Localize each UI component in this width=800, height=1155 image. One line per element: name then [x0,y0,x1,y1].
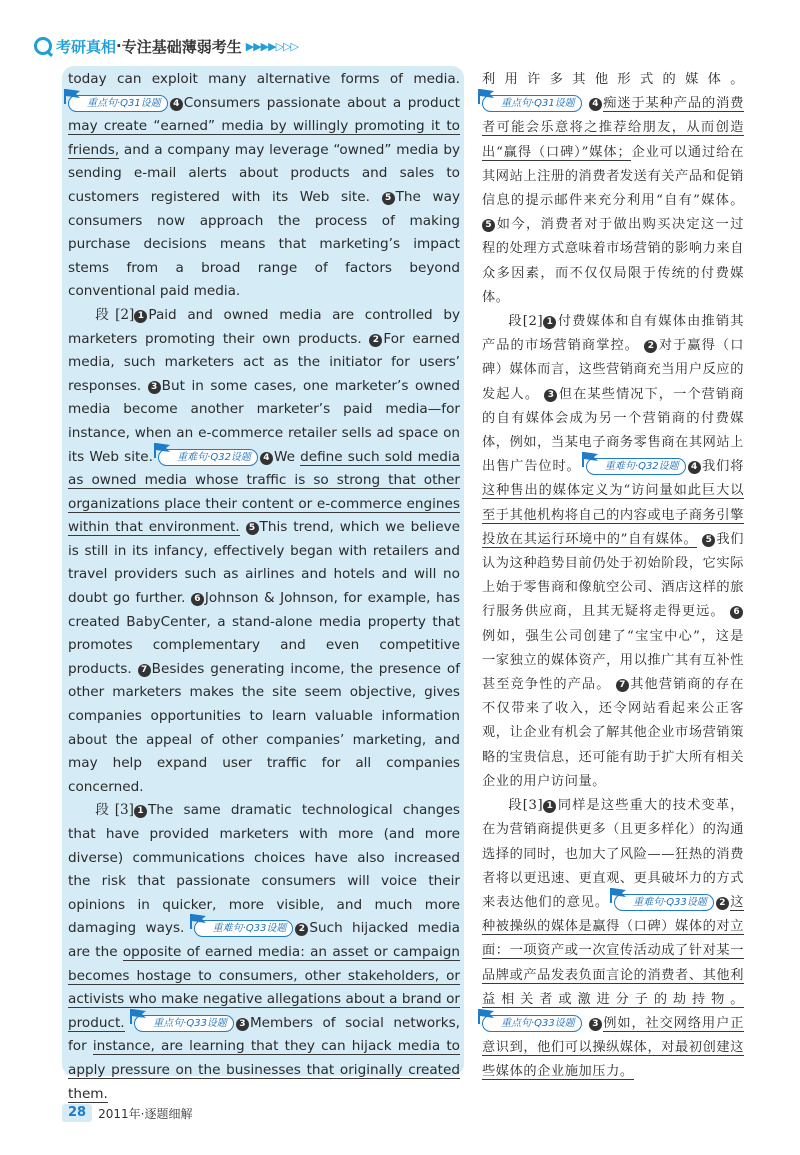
tag-key-q33: 重点句·Q33设题 [134,1015,234,1032]
chinese-translation [482,68,744,1085]
en-p2-s4a: We [273,448,301,465]
en-p2-s6: Johnson & Johnson, for example, has created BabyCenter, a stand-alone media property that promotes complementary and even competitive products. [68,590,460,677]
sentence-number-1: 1 [134,310,147,323]
sentence-number-5: 5 [246,522,259,535]
sentence-number-6: 6 [191,593,204,606]
zh-p2-s4a: 我们将 [701,459,744,475]
page-footer [62,1103,192,1123]
tag-key-q31: 重点句·Q31设题 [68,95,168,112]
flag-icon [581,451,601,467]
en-p2-s2: For earned media, such marketers act as the initiator for users’ responses. [68,330,460,394]
sentence-number-2: 2 [716,897,729,910]
en-p1-s4a: Consumers passionate about a product [183,94,460,111]
chinese-paragraph-1 [482,68,744,310]
en-p2-s3: But in some cases, one marketer’s owned media become another marketer’s paid media—for instance, when an e-commerce retailer sells ad space on its Web site. [68,377,460,465]
tag-difficult-q32: 重难句·Q32设题 [158,449,258,466]
zh-p2-label: 段[2] [508,314,544,330]
en-p1-s4c: and a company may leverage “owned” media by sending e-mail alerts about products and sales to customers registered with its Web site. [68,141,460,205]
sentence-number-3: 3 [589,1018,602,1031]
en-p2-label: 段[2] [95,306,135,323]
chinese-paragraph-2 [482,310,744,794]
sentence-number-1: 1 [134,805,147,818]
zh-p3-s2-underlined: 这种被操纵的媒体是赢得（口碑）媒体的对立面：一项资产或一次宣传活动成了针对某一品牌或产品发表负面言论的消费者、其他利益相关者或激进分子的劫持物。 [482,894,744,1007]
sentence-number-5: 5 [382,192,395,205]
sentence-number-6: 6 [730,606,743,619]
zh-p1-s4a-underlined: 痴迷于某种产品的消费者可能会乐意将之推荐给朋友，从而创造出“赢得（口碑）”媒体； [482,96,745,160]
zh-p1-s4b: 企业可以通过给在其网站上注册的消费者发送有关产品和促销信息的提示邮件来充分利用“自有”媒体。 [482,144,744,209]
chinese-paragraph-3 [482,794,744,1084]
sentence-number-2: 2 [644,340,657,353]
flag-icon [477,88,497,104]
tag-difficult-q33: 重难句·Q33设题 [614,894,714,911]
flag-icon [153,442,173,458]
en-p2-s1: Paid and owned media are controlled by marketers promoting their own products. [68,306,460,347]
zh-p1-s0: 利用许多其他形式的媒体。 [482,72,744,87]
header-separator: · [116,37,122,55]
sentence-number-5: 5 [702,534,715,547]
zh-p3-label: 段[3] [508,798,544,814]
zh-p2-s1: 付费媒体和自有媒体由推销其产品的市场营销商掌控。 [482,314,744,354]
flag-icon [609,887,629,903]
en-p3-label: 段[3] [95,802,134,819]
flag-icon [63,88,83,104]
brand-name: 考研真相 [56,37,117,56]
en-p3-s3a: Members of social networks, for [68,1014,460,1055]
page-number: 28 [62,1104,92,1122]
en-p3-s3b-underlined: instance, are learning that they can hijack media to apply pressure on the businesses that originally created them. [68,1038,460,1102]
zh-p2-s2: 对于赢得（口碑）媒体而言，这些营销商充当用户反应的发起人。 [482,338,744,402]
english-paragraph-1 [68,68,460,304]
zh-p2-s3: 但在某些情况下，一个营销商的自有媒体会成为另一个营销商的付费媒体，例如，当某电子商务零售商在其网站上出售广告位时。 [482,386,744,475]
sentence-number-4: 4 [170,98,183,111]
page-header [34,32,298,60]
zh-p1-s5: 如今，消费者对于做出购买决定这一过程的处理方式意味着市场营销的影响力来自众多因素，而不仅仅局限于传统的付费媒体。 [482,217,744,305]
sentence-number-3: 3 [148,381,161,394]
sentence-number-1: 1 [543,316,556,329]
arrows-decoration-icon: ▶▶▶▶▷▷▷ [245,39,298,53]
zh-p3-s1: 同样是这些重大的技术变革，在为营销商提供更多（且更多样化）的沟通选择的同时，也加大了风险——狂热的消费者将以更迅速、更直观、更具破坏力的方式来表达他们的意见。 [482,798,744,910]
magnifier-logo-icon [34,37,52,55]
zh-p2-s7: 其他营销商的存在不仅带来了收入，还令网站看起来公正客观，让企业有机会了解其他企业市场营销策略的宝贵信息，还可能有助于扩大所有相关企业的用户访问量。 [482,677,744,789]
zh-p2-s4b-underlined: 这种售出的媒体定义为“访问量如此巨大以至于其他机构将自己的内容或电子商务引擎投放在其运行环境中的”自有媒体。 [482,483,744,547]
zh-p2-s5: 我们认为这种趋势目前仍处于初始阶段，它实际上始于零售商和像航空公司、酒店这样的旅行服务供应商，且其无疑将走得更远。 [482,531,744,620]
zh-p3-s3-underlined: 例如，社交网络用户正意识到，他们可以操纵媒体，对最初创建这些媒体的企业施加压力。 [482,1015,745,1080]
zh-p2-s6: 例如，强生公司创建了“宝宝中心”，这是一家独立的媒体资产，用以推广其有互补性甚至竞争性的产品。 [482,628,744,693]
sentence-number-7: 7 [138,664,151,677]
en-p1-s4b-underlined: may create “earned” media by willingly promoting it to friends, [68,118,460,158]
sentence-number-5: 5 [482,219,495,232]
english-paragraph-2 [68,304,460,799]
sentence-number-4: 4 [589,98,602,111]
en-p1-s5: The way consumers now approach the process of making purchase decisions means that marketing’s impact stems from a broad range of factors beyond conventional paid media. [68,188,460,300]
sentence-number-3: 3 [236,1018,249,1031]
english-paragraph-3 [68,799,460,1106]
sentence-number-7: 7 [616,679,629,692]
en-p3-s2a: Such hijacked media are the [68,920,460,960]
tag-key-q31: 重点句·Q31设题 [482,95,582,112]
en-p2-s4b-underlined: define such sold media as owned media whose traffic is so strong that other organizations place their content or e-commerce engines within that environment. [68,448,460,536]
sentence-number-4: 4 [260,452,273,465]
en-p2-s5: This trend, which we believe is still in its infancy, effectively began with retailers and travel providers such as airlines and hotels and will no doubt go further. [68,519,460,607]
footer-title: 2011年·逐题细解 [98,1106,193,1121]
sentence-number-4: 4 [688,461,701,474]
flag-icon [129,1008,149,1024]
english-passage [68,68,460,1106]
tag-difficult-q33: 重难句·Q33设题 [194,920,294,937]
en-p3-s1: The same dramatic technological changes that have provided marketers with more (and more diverse) communications choices have also increased the risk that passionate consumers will voice their opinions in quicker, more visible, and much more damaging ways. [68,802,460,937]
sentence-number-2: 2 [369,334,382,347]
tag-key-q33: 重点句·Q33设题 [482,1015,582,1032]
sentence-number-3: 3 [544,389,557,402]
sentence-number-1: 1 [543,800,556,813]
flag-icon [189,913,209,929]
tag-difficult-q32: 重难句·Q32设题 [586,458,686,475]
en-p1-s0: today can exploit many alternative forms of media. [68,71,460,87]
sentence-number-2: 2 [295,923,308,936]
en-p2-s7: Besides generating income, the presence of other marketers makes the site seem objective, gives companies opportunities to learn valuable information about the appeal of other companies’ marketing, and may help expand user traffic for all companies concerned. [68,660,461,795]
en-p3-s2b-underlined: opposite of earned media: an asset or campaign becomes hostage to consumers, other stakeholders, or activists who make negative allegations about a brand or product. [68,943,460,1031]
flag-icon [477,1008,497,1024]
header-slogan: 专注基础薄弱考生 [121,37,242,56]
